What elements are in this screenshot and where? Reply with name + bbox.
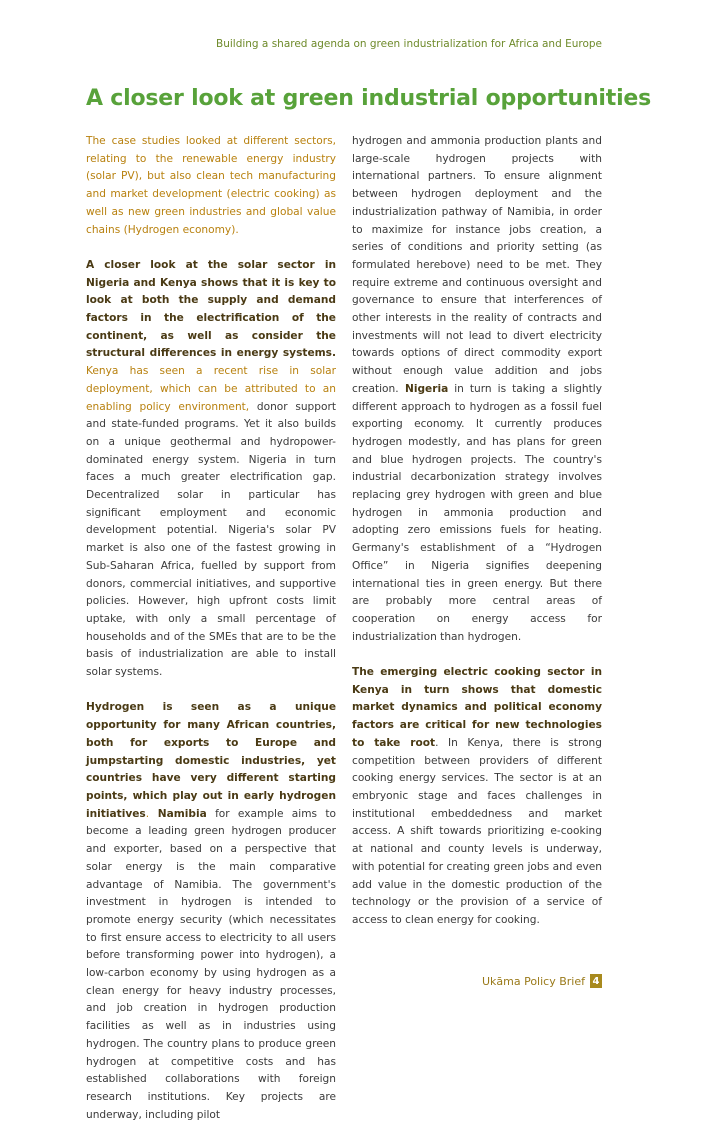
hydrogen-continued-paragraph xyxy=(352,133,602,646)
nigeria-keyword: Nigeria xyxy=(398,382,449,395)
running-header: Building a shared agenda on green industrialization for Africa and Europe xyxy=(216,38,602,50)
namibia-continued: hydrogen and ammonia production plants and large-scale hydrogen projects with international partners. To ensure alignment between hydrogen deployment and the industrialization pathway of Namibia, in order to maximize for instance jobs creation, a series of conditions and priority setting (as formulated herebove) need to be met. They require extreme and continuous oversight and governance to ensure that interferences of other interests in the reality of contracts and investments will not lead to divert electricity towards options of direct commodity export without enough value addition and jobs creation. xyxy=(352,135,602,395)
footer-brand: Ukāma Policy Brief xyxy=(481,974,585,988)
left-column xyxy=(86,133,336,1142)
solar-kenya-highlight: Kenya has seen a recent rise in solar deployment, which can be attributed to an enabling policy environment, xyxy=(86,365,336,413)
hydrogen-lead-dot: . xyxy=(145,807,150,820)
cooking-paragraph xyxy=(352,664,602,930)
namibia-keyword: Namibia xyxy=(149,807,207,820)
solar-lead: A closer look at the solar sector in Nigeria and Kenya shows that it is key to look at both the supply and demand factors in the electrification of the continent, as well as consider the structural differences in energy systems. xyxy=(86,258,336,360)
cooking-body: . In Kenya, there is strong competition between providers of different cooking energy services. The sector is at an embryonic stage and faces challenges in institutional embeddedness and market access. A shift towards prioritizing e-cooking at national and county levels is underway, with potential for creating green jobs and even add value in the domestic production of the technology or the provision of a service of access to clean energy for cooking. xyxy=(352,736,602,926)
right-column xyxy=(352,133,602,947)
nigeria-body: in turn is taking a slightly different approach to hydrogen as a fossil fuel exporting economy. It currently produces hydrogen modestly, and has plans for green and blue hydrogen projects. The country's industrial decarbonization strategy involves replacing grey hydrogen with green and blue hydrogen in ammonia production and adopting zero emissions fuels for heating. Germany's establishment of a “Hydrogen Office” in Nigeria signifies deepening international ties in green energy. But there are probably more central areas of cooperation on energy access for industrialization than hydrogen. xyxy=(352,382,602,643)
solar-paragraph xyxy=(86,257,336,682)
solar-body: donor support and state-funded programs. Yet it also builds on a unique geothermal and hydropower-dominated energy system. Nigeria in turn faces a much greater electrification gap. Decentralized solar in particular has significant employment and economic development potential. Nigeria's solar PV market is also one of the fastest growing in Sub-Saharan Africa, fuelled by support from donors, commercial initiatives, and supportive policies. However, high upfront costs limit uptake, with only a small percentage of households and of the SMEs that are to be the basis of industrialization are able to install solar systems. xyxy=(86,400,337,679)
intro-paragraph: The case studies looked at different sectors, relating to the renewable energy industry (solar PV), but also clean tech manufacturing and market development (electric cooking) as well as new green industries and global value chains (Hydrogen economy). xyxy=(86,135,336,236)
page-number: 4 xyxy=(590,974,602,988)
cooking-lead: The emerging electric cooking sector in Kenya in turn shows that domestic market dynamics and political economy factors are critical for new technologies to take root xyxy=(352,666,602,749)
hydrogen-body: for example aims to become a leading green hydrogen producer and exporter, based on a perspective that solar energy is the main comparative advantage of Namibia. The government's investment in hydrogen is intended to promote energy security (which necessitates to first ensure access to electricity to all users before transforming power into hydrogen), a low-carbon economy by using hydrogen as a clean energy for heavy industry processes, and job creation in hydrogen production facilities as well as in industries using hydrogen. The country plans to produce green hydrogen at competitive costs and has established collaborations with foreign research institutions. Key projects are underway, including pilot xyxy=(86,807,336,1121)
hydrogen-paragraph xyxy=(86,699,336,1124)
page-title: A closer look at green industrial opportunities xyxy=(86,86,652,111)
hydrogen-lead: Hydrogen is seen as a unique opportunity for many African countries, both for exports to Europe and jumpstarting domestic industries, yet countries have very different starting points, which play out in early hydrogen initiatives xyxy=(86,701,336,820)
page-footer xyxy=(482,974,602,988)
